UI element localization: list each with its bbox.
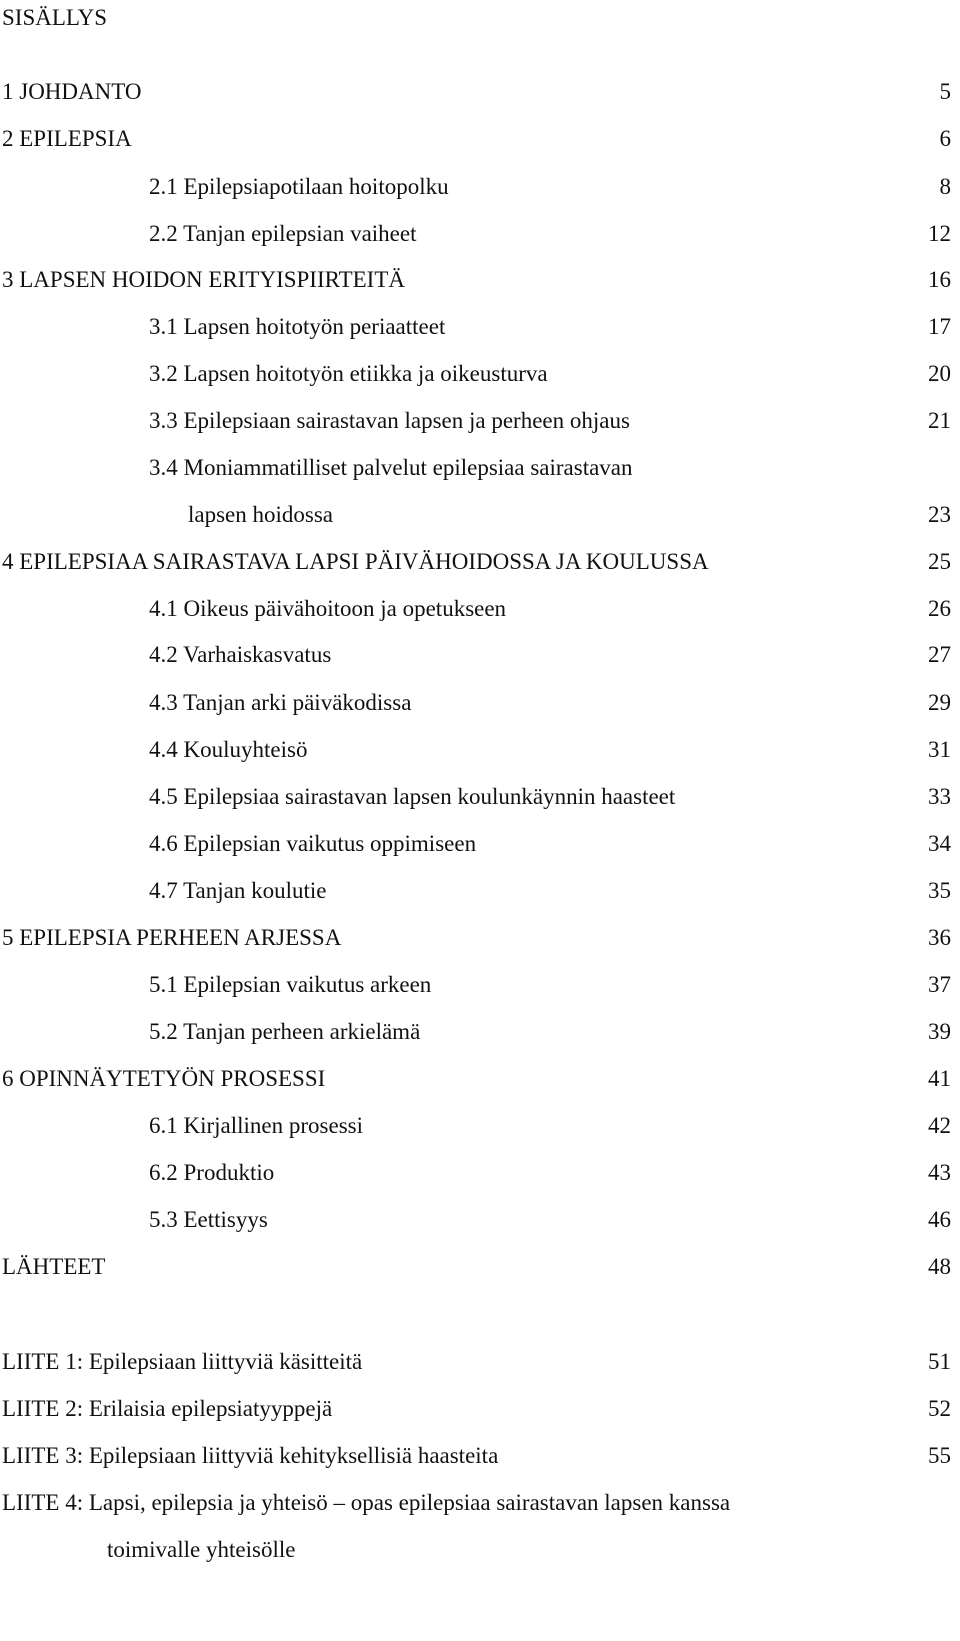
toc-entry-page: 36 <box>928 925 951 950</box>
appendix-label[interactable]: LIITE 3: Epilepsiaan liittyviä kehityksellisiä haasteita <box>2 1443 499 1468</box>
toc-entry-page: 48 <box>928 1254 951 1279</box>
toc-entry-page: 6 <box>939 126 951 151</box>
toc-entry-label[interactable]: 3.3 Epilepsiaan sairastavan lapsen ja perheen ohjaus <box>149 408 630 433</box>
toc-entry-page: 31 <box>928 737 951 762</box>
toc-entry-page: 26 <box>928 596 951 621</box>
toc-entry-page: 29 <box>928 690 951 715</box>
toc-entry-page: 27 <box>928 642 951 667</box>
toc-entry-page: 8 <box>939 174 951 199</box>
toc-entry-label[interactable]: 6 OPINNÄYTETYÖN PROSESSI <box>2 1066 326 1091</box>
toc-entry-page: 42 <box>928 1113 951 1138</box>
toc-entry-label[interactable]: 2.1 Epilepsiapotilaan hoitopolku <box>149 174 449 199</box>
toc-entry-label[interactable]: 4.1 Oikeus päivähoitoon ja opetukseen <box>149 596 507 621</box>
toc-entry-label[interactable]: 5.3 Eettisyys <box>149 1207 268 1232</box>
toc-entry-label[interactable]: 4.7 Tanjan koulutie <box>149 878 327 903</box>
toc-entry-label[interactable]: 3.2 Lapsen hoitotyön etiikka ja oikeusturva <box>149 361 548 386</box>
toc-heading: SISÄLLYS <box>2 5 108 30</box>
appendix-label[interactable]: LIITE 4: Lapsi, epilepsia ja yhteisö – opas epilepsiaa sairastavan lapsen kanssa <box>2 1490 731 1515</box>
toc-entry-label[interactable]: 4.2 Varhaiskasvatus <box>149 642 332 667</box>
toc-entry-label[interactable]: 5 EPILEPSIA PERHEEN ARJESSA <box>2 925 342 950</box>
toc-entry-label-continued[interactable]: lapsen hoidossa <box>188 502 334 527</box>
toc-entry-page: 46 <box>928 1207 951 1232</box>
toc-entry-label[interactable]: 3.4 Moniammatilliset palvelut epilepsiaa sairastavan <box>149 455 633 480</box>
toc-entry-label[interactable]: 4.4 Kouluyhteisö <box>149 737 308 762</box>
toc-entry-label[interactable]: 1 JOHDANTO <box>2 79 142 104</box>
toc-entry-page: 17 <box>928 314 951 339</box>
appendix-page: 55 <box>928 1443 951 1468</box>
toc-entry-page: 25 <box>928 549 951 574</box>
toc-entry-label[interactable]: 2.2 Tanjan epilepsian vaiheet <box>149 221 417 246</box>
toc-entry-label[interactable]: 2 EPILEPSIA <box>2 126 132 151</box>
toc-entry-label[interactable]: 6.1 Kirjallinen prosessi <box>149 1113 363 1138</box>
toc-entry-page: 41 <box>928 1066 951 1091</box>
toc-entry-label[interactable]: 5.1 Epilepsian vaikutus arkeen <box>149 972 432 997</box>
toc-entry-page: 33 <box>928 784 951 809</box>
toc-entry-page: 23 <box>928 502 951 527</box>
toc-entry-page: 20 <box>928 361 951 386</box>
appendix-page: 52 <box>928 1396 951 1421</box>
toc-entry-page: 43 <box>928 1160 951 1185</box>
toc-entry-page: 16 <box>928 267 951 292</box>
toc-entry-label[interactable]: 3.1 Lapsen hoitotyön periaatteet <box>149 314 446 339</box>
appendix-label-continued[interactable]: toimivalle yhteisölle <box>107 1537 296 1562</box>
toc-entry-label[interactable]: 4.3 Tanjan arki päiväkodissa <box>149 690 412 715</box>
toc-entry-page: 37 <box>928 972 951 997</box>
appendix-label[interactable]: LIITE 1: Epilepsiaan liittyviä käsitteitä <box>2 1349 363 1374</box>
appendix-label[interactable]: LIITE 2: Erilaisia epilepsiatyyppejä <box>2 1396 333 1421</box>
toc-entry-label[interactable]: 5.2 Tanjan perheen arkielämä <box>149 1019 421 1044</box>
toc-entry-label[interactable]: 3 LAPSEN HOIDON ERITYISPIIRTEITÄ <box>2 267 406 292</box>
toc-entry-label[interactable]: 4.5 Epilepsiaa sairastavan lapsen koulunkäynnin haasteet <box>149 784 676 809</box>
toc-entry-page: 39 <box>928 1019 951 1044</box>
toc-entry-label[interactable]: 6.2 Produktio <box>149 1160 275 1185</box>
appendix-page: 51 <box>928 1349 951 1374</box>
toc-entry-label[interactable]: 4.6 Epilepsian vaikutus oppimiseen <box>149 831 477 856</box>
toc-entry-label[interactable]: LÄHTEET <box>2 1254 106 1279</box>
toc-entry-page: 12 <box>928 221 951 246</box>
toc-entry-label[interactable]: 4 EPILEPSIAA SAIRASTAVA LAPSI PÄIVÄHOIDOSSA JA KOULUSSA <box>2 549 709 574</box>
toc-entry-page: 35 <box>928 878 951 903</box>
toc-entry-page: 21 <box>928 408 951 433</box>
toc-entry-page: 5 <box>939 79 951 104</box>
toc-entry-page: 34 <box>928 831 951 856</box>
